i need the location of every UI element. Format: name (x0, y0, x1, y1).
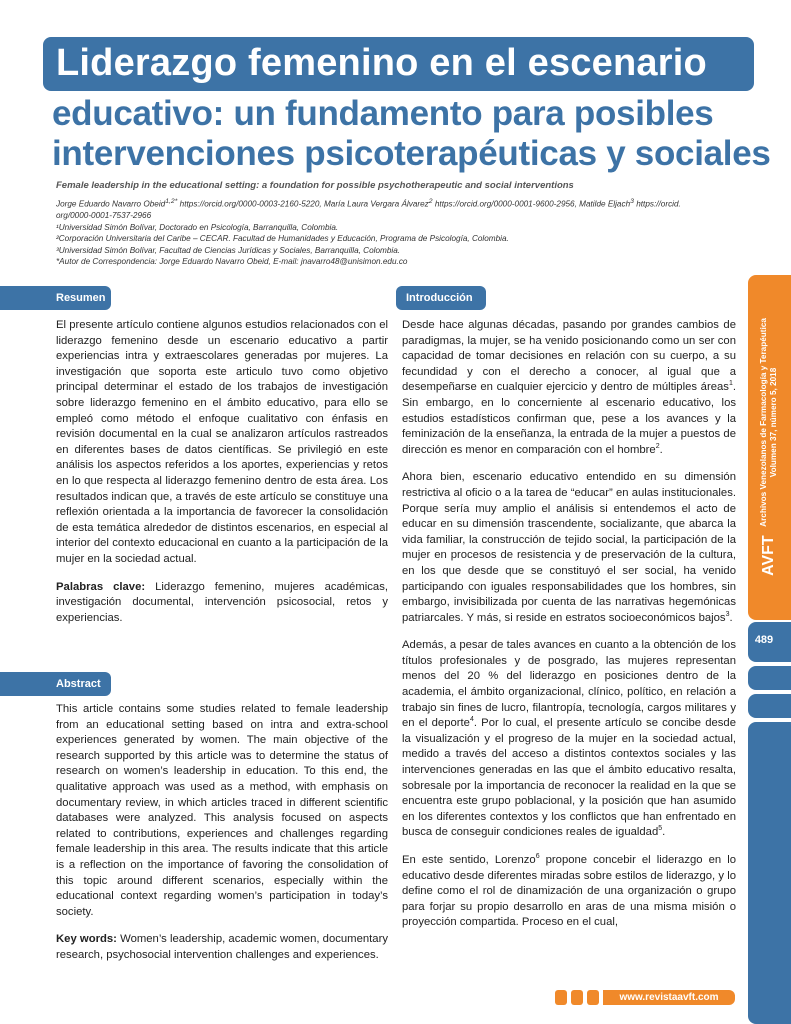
article-title-line-2: educativo: un fundamento para posibles (52, 94, 714, 133)
introduccion-section (402, 318, 736, 943)
author-line-2: org/0000-0001-7537-2966 (56, 211, 152, 221)
journal-info (759, 318, 779, 527)
journal-volume: Volumen 37, número 5, 2018 (769, 367, 778, 478)
footer-block (587, 990, 599, 1005)
resumen-keywords: Palabras clave: Liderazgo femenino, mujeres académicas, investigación documental, intervención psicosocial, retos y experiencias. (56, 580, 388, 624)
journal-side-label (759, 318, 779, 576)
correspondence: *Autor de Correspondencia: Jorge Eduardo Navarro Obeid, E-mail: jnavarro48@unisimon.edu.co (56, 257, 408, 267)
side-bar-decoration (748, 666, 791, 690)
intro-paragraph-1: Desde hace algunas décadas, pasando por grandes cambios de paradigmas, la mujer, se ha venido posicionando como un ser con capacidad de tomar decisiones en relación con su cuerpo, a su fecundidad y con el derecho a conocer, al igual que a desempeñarse en cualquier ejercicio y dentro de múltiples áreas$^1$. Sin embargo, en lo concerniente al escenario educativo, los estudios estadísticos confirman que, pese a los avances y la feminización de la enseñanza, la entrada de la mujer a puestos de dirección es menor en comparación con el hombre$^2$. (402, 319, 736, 456)
avft-logo-text: AVFT (760, 535, 777, 576)
article-title-line-3: intervenciones psicoterapéuticas y sociales (52, 134, 771, 173)
affiliation-1: ¹Universidad Simón Bolívar, Doctorado en Psicología, Barranquilla, Colombia. (56, 222, 339, 232)
affiliation-3: ³Universidad Simón Bolívar, Facultad de Ciencias Jurídicas y Sociales, Barranquilla, Colombia. (56, 245, 401, 255)
author-block (56, 196, 746, 268)
english-title: Female leadership in the educational setting: a foundation for possible psychotherapeutic and social interventions (56, 180, 574, 191)
footer-website-link[interactable]: www.revistaavft.com (603, 990, 735, 1005)
journal-name: Archivos Venezolanos de Farmacología y Terapéutica (759, 318, 768, 527)
footer-block (555, 990, 567, 1005)
abstract-keywords: Key words: Women’s leadership, academic women, documentary research, psychosocial intervention challenges and experiences. (56, 933, 388, 961)
page-number: 489 (754, 634, 774, 646)
abstract-heading: Abstract (0, 672, 111, 696)
intro-paragraph-2: Ahora bien, escenario educativo entendido en su dimensión restrictiva al oficio o a la tarea de “educar” en aulas institucionales. Porque sería muy amplio el análisis si entendemos el acto de educar en su dimensión trascendente, socializante, que abarca la vida familiar, la construcción de tejido social, la participación de la mujer en procesos de resistencia y de preservación de la cultura, en los que desde que se constituyó el ser social, ha venido participando con iguales responsabilidades que los hombres, sin embargo, invisibilizada por cuenta de las narrativas hegemónicas patriarcales. Y más, si reside en estratos socioeconómicos bajos$^3$. (402, 471, 736, 624)
resumen-section (56, 318, 388, 638)
affiliation-2: ²Corporación Universitaria del Caribe – CECAR. Facultad de Humanidades y Educación, Programa de Psicología, Colombia. (56, 234, 509, 244)
abstract-text: This article contains some studies related to female leadership from an educational setting based on intra and extra-school experiences generated by women. The main objective of the research supported by this article was to determine the status of research on women’s leadership in education. To this end, the qualitative approach was used as a method, with emphasis on documentary review, in which articles traced in different scientific databases were analyzed. This analysis focused on aspects related to contributions, experiences and challenges regarding female leadership in this area. The results indicate that this article is a reflection on the importance of favoring the consolidation of this topic around different scenarios, especially within the educational context regarding women’s participation in today’s society. (56, 703, 388, 918)
introduccion-heading: Introducción (396, 286, 486, 310)
intro-paragraph-4: En este sentido, Lorenzo$^6$ propone concebir el liderazgo en lo educativo desde diferentes miradas sobre estilos de liderazgo, y lo define como el rol de dinamización de una organización o grupo para forjar su propio desarrollo en aras de una misma misión o proyección compartida. Proceso en el cual, (402, 853, 736, 929)
author-line: Jorge Eduardo Navarro Obeid$^{1,2*}$ https://orcid.org/0000-0003-2160-5220, María Laura Vergara Álvarez$^2$ https://orcid.org/0000-0001-9600-2956, Matilde Eljach$^3$ https://orcid. (56, 198, 681, 209)
article-title-line-1: Liderazgo femenino en el escenario (56, 42, 707, 84)
abstract-section (56, 702, 388, 976)
footer-block (571, 990, 583, 1005)
side-bar-decoration (748, 722, 791, 1024)
side-bar-decoration (748, 694, 791, 718)
resumen-text: El presente artículo contiene algunos estudios relacionados con el liderazgo femenino desde un escenario educativo a partir experiencias intra y extraescolares generadas por mujeres. La investigación que soporta este articulo tuvo como objetivo principal determinar el estado de los trabajos de investigación sobre liderazgo femenino en el ámbito educativo, para ello se empleó como método el enfoque cualitativo con énfasis en revisión documental en la cual se analizaron artículos rastreados en diferentes bases de datos científicas. Se privilegió en este análisis los aspectos referidos a los aportes, experiencias y retos en lo que respecta al liderazgo femenino dentro de esta área. Los resultados indican que, a través de este artículo se constituye una reflexión orientada a la importancia de favorecer la consolidación de esta temática alrededor de distintos escenarios, en especial al interior del contexto educacional en cuanto a la participación de la mujer en la sociedad actual. (56, 319, 388, 565)
intro-paragraph-3: Además, a pesar de tales avances en cuanto a la obtención de los títulos profesionales y de posgrado, las mujeres representan menos del 20 % del liderazgo en posiciones dentro de la academia, el ámbito organizacional, clínico, político, en relación a trabajo sin fines de lucro, filantropía, tecnología, cargos militares y en el deporte$^4$. Por lo cual, el presente artículo se concibe desde la visualización y el progreso de la mujer en la sociedad actual, medido a través del acceso a distintos contextos sociales y las intervenciones generadas en las que el ámbito educativo resalta, sobresale por la importancia de reconocer la realidad en la que se encuentra este grupo poblacional, y la posición que han asumido en los diferentes contextos y los conflictos que han enfrentado en busca de conseguir condiciones reales de igualdad$^5$. (402, 639, 736, 839)
resumen-heading: Resumen (0, 286, 111, 310)
